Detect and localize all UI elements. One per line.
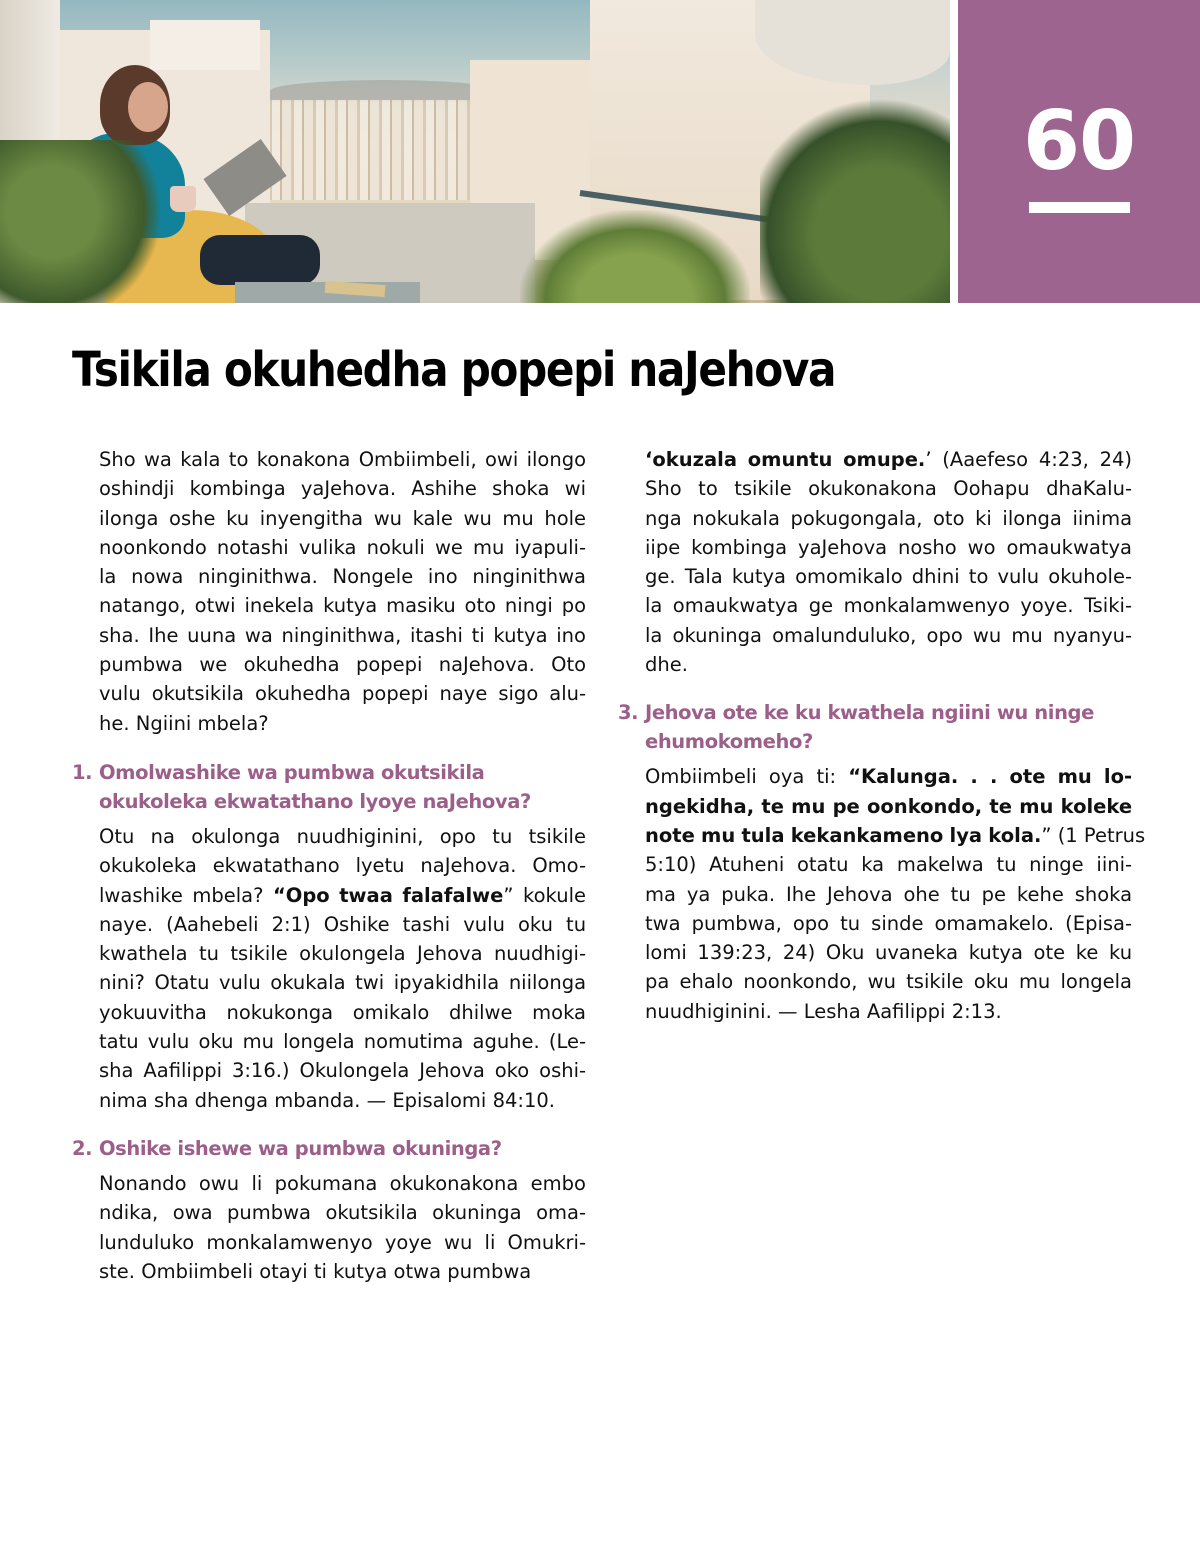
text-line: Otu na okulonga nuudhiginini, opo tu tsikile bbox=[99, 824, 586, 848]
text-line: nga nokukala pokugongala, oto ki ilonga iinima bbox=[645, 506, 1133, 530]
page-title: Tsikila okuhedha popepi naJehova bbox=[72, 342, 836, 398]
text-line: Nonando owu li pokumana okukonakona embo bbox=[99, 1171, 586, 1195]
text-line: ‘okuzala omuntu omupe.’ (Aaefeso 4:23, 24) bbox=[645, 448, 1132, 471]
question-1 bbox=[72, 758, 587, 816]
text-line: nini? Otatu vulu okukala twi ipyakidhila niilonga bbox=[99, 971, 587, 995]
text-line: dhe. bbox=[645, 653, 688, 677]
text-line: he. Ngiini mbela? bbox=[99, 711, 269, 735]
building-left-top bbox=[150, 20, 260, 70]
question-text bbox=[99, 1134, 502, 1163]
question-line: Jehova ote ke ku kwathela ngiini wu ninge bbox=[645, 701, 1094, 725]
text-line: iipe kombinga yaJehova nosho wo omaukwatya bbox=[645, 535, 1132, 559]
text-line: noonkondo notashi vulika nokuli we mu iyapuli- bbox=[99, 535, 587, 559]
text-line: naye. (Aahebeli 2:1) Oshike tashi vulu oku tu bbox=[99, 912, 587, 936]
text-line: note mu tula kekankameno lya kola.” (1 Petrus bbox=[645, 823, 1146, 847]
text-line: ge. Tala kutya omomikalo dhini to vulu okuhole- bbox=[645, 565, 1133, 589]
text-line: lunduluko monkalamwenyo yoye wu li Omukri- bbox=[99, 1230, 587, 1254]
distant-hills bbox=[270, 80, 500, 102]
left-column bbox=[72, 445, 587, 1286]
chapter-underline bbox=[1029, 202, 1130, 213]
text-line: la nowa ninginithwa. Nongele ino ninginithwa bbox=[99, 565, 586, 589]
text-line: ste. Ombiimbeli otayi ti kutya otwa pumbwa bbox=[99, 1259, 532, 1283]
answer-1-paragraph bbox=[99, 822, 586, 1115]
text-line: tatu vulu oku mu longela nomutima aguhe. (Le- bbox=[99, 1030, 587, 1054]
text-line: la omaukwatya ge monkalamwenyo yoye. Tsiki- bbox=[645, 594, 1132, 618]
text-line: ndika, owa pumbwa okutsikila okuninga oma- bbox=[99, 1201, 586, 1225]
question-line: Omolwashike wa pumbwa okutsikila bbox=[99, 760, 485, 784]
text-line: pa ehalo noonkondo, wu tsikile oku mu longela bbox=[645, 970, 1132, 994]
question-number: 1. bbox=[72, 760, 93, 784]
text-line: yokuuvitha nokukonga omikalo dhilwe moka bbox=[99, 1000, 586, 1024]
text-line: Ombiimbeli oya ti: “Kalunga. . . ote mu lo- bbox=[645, 765, 1133, 789]
plant-right bbox=[760, 90, 950, 303]
text-line: nuudhiginini. — Lesha Aafilippi 2:13. bbox=[645, 999, 1002, 1023]
right-column bbox=[618, 445, 1146, 1026]
text-line: natango, otwi inekela kutya masiku oto ningi po bbox=[99, 594, 587, 618]
question-number: 3. bbox=[618, 701, 639, 725]
intro-paragraph bbox=[99, 445, 586, 738]
person-legs bbox=[200, 235, 320, 285]
text-line: sha Aafilippi 3:16.) Okulongela Jehova oko oshi- bbox=[99, 1059, 587, 1083]
answer-3-paragraph bbox=[645, 762, 1146, 1026]
plant-left bbox=[0, 140, 160, 303]
chapter-number: 60 bbox=[1022, 94, 1136, 189]
text-line: vulu okutsikila okuhedha popepi naye sigo alu- bbox=[99, 682, 587, 706]
hero-photo bbox=[0, 0, 950, 303]
text-line: pumbwa we okuhedha popepi naJehova. Oto bbox=[99, 653, 587, 677]
text-line: ilonga oshe ku inyengitha wu kale wu mu hole bbox=[99, 506, 587, 530]
question-3 bbox=[618, 698, 1133, 756]
question-number: 2. bbox=[72, 1136, 93, 1160]
text-line: sha. Ihe uuna wa ninginithwa, itashi ti kutya ino bbox=[99, 623, 586, 647]
text-line: lomi 139:23, 24) Oku uvaneka kutya ote ke ku bbox=[645, 941, 1133, 965]
question-line: ehumokomeho? bbox=[645, 730, 813, 754]
cup-icon bbox=[170, 186, 196, 212]
answer-2-continued bbox=[645, 445, 1132, 679]
answer-2-paragraph bbox=[99, 1169, 586, 1286]
text-line: oshindji kombinga yaJehova. Ashihe shoka wi bbox=[99, 477, 586, 501]
text-line: la okuninga omalunduluko, opo wu mu nyanyu- bbox=[645, 623, 1133, 647]
question-text bbox=[645, 698, 1094, 756]
text-line: nima sha dhenga mbanda. — Episalomi 84:10. bbox=[99, 1088, 555, 1112]
text-line: kwathela tu tsikile okulongela Jehova nuudhigi- bbox=[99, 942, 587, 966]
text-line: Sho wa kala to konakona Ombiimbeli, owi ilongo bbox=[99, 448, 587, 471]
question-line: Oshike ishewe wa pumbwa okuninga? bbox=[99, 1136, 502, 1160]
question-line: okukoleka ekwatathano lyoye naJehova? bbox=[99, 789, 531, 813]
person-face bbox=[128, 82, 168, 132]
text-line: lwashike mbela? “Opo twaa falafalwe” kokule bbox=[99, 883, 587, 907]
text-line: ma ya puka. Ihe Jehova ohe tu pe kehe shoka bbox=[645, 882, 1133, 906]
text-line: ngekidha, te mu pe oonkondo, te mu koleke bbox=[645, 794, 1133, 818]
chapter-number-box bbox=[958, 0, 1200, 303]
question-text bbox=[99, 758, 531, 816]
text-line: 5:10) Atuheni otatu ka makelwa tu ninge iini- bbox=[645, 853, 1133, 877]
question-2 bbox=[72, 1134, 587, 1163]
plant-middle bbox=[520, 210, 750, 303]
text-line: Sho to tsikile okukonakona Oohapu dhaKalu- bbox=[645, 477, 1132, 501]
text-line: okukoleka ekwatathano lyetu naJehova. Omo- bbox=[99, 854, 586, 878]
text-line: twa pumbwa, opo tu sinde omamakelo. (Episa- bbox=[645, 911, 1133, 935]
